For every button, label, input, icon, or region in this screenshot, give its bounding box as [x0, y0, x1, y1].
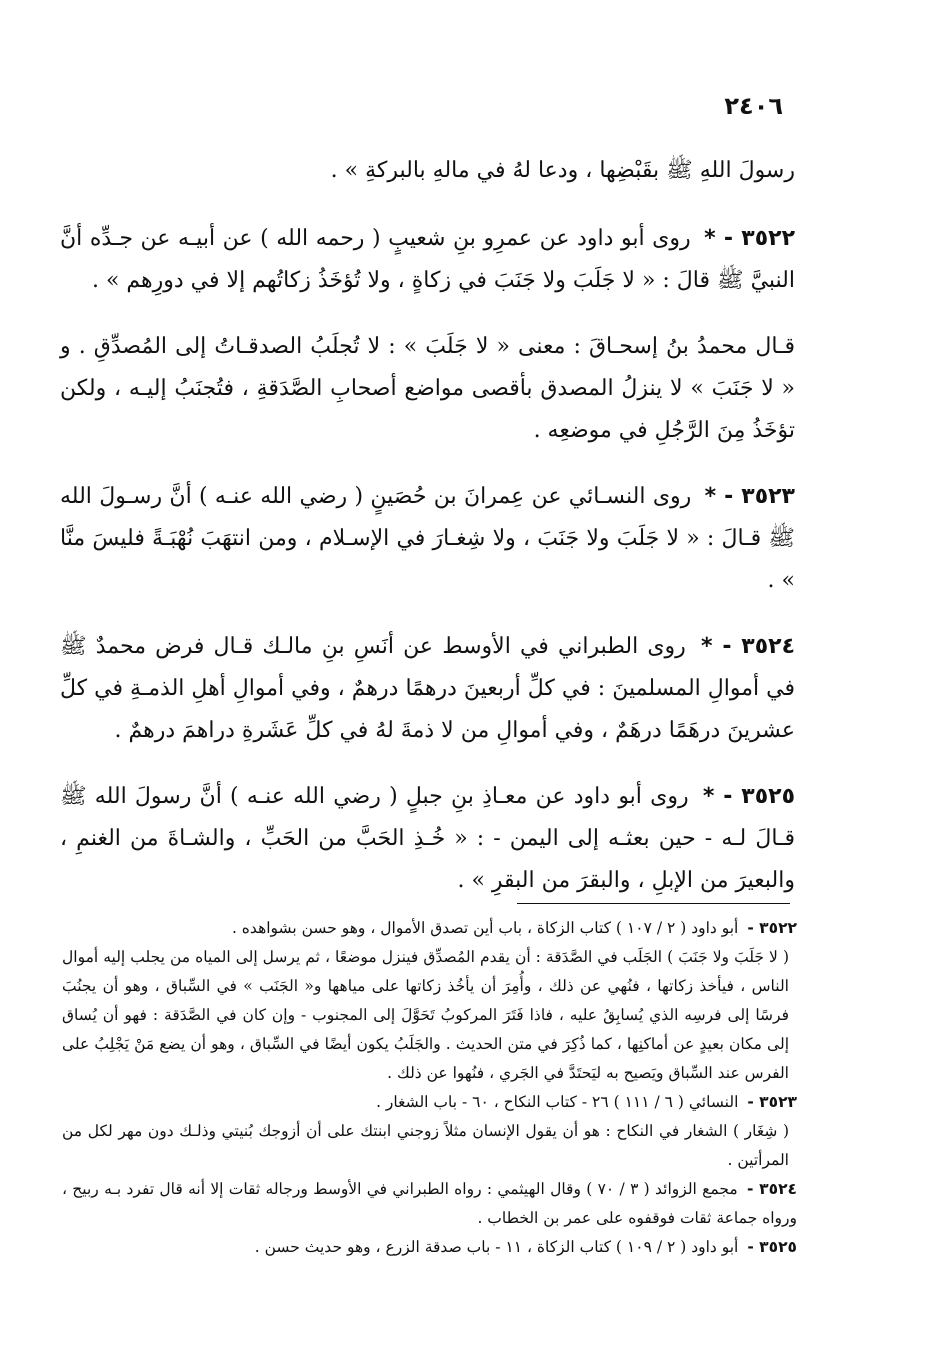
paragraph-text: روى الطبراني في الأوسط عن أنَسِ بنِ مالـك قـال فرض محمدٌ ﷺ في أموالِ المسلمينَ : في كلِّ أربعينَ درهمًا درهمٌ ، وفي أموالِ أهلِ الذمـةِ في كلِّ عشرينَ درهَمًا درهَمٌ ، وفي أموالِ من لا ذمةَ لهُ في كلِّ عَشَرةِ دراهمَ درهمٌ .: [60, 634, 795, 743]
paragraph-text: روى أبو داود عن معـاذِ بنِ جبلٍ ( رضي الله عنـه ) أنَّ رسولَ الله ﷺ قـالَ لـه - حين بعثـه إلى اليمن - : « خُـذِ الحَبَّ من الحَبِّ ، والشـاةَ من الغنمِ ، والبعيرَ من الإبلِ ، والبقرَ من البقرِ » .: [60, 784, 795, 893]
main-text: [60, 150, 795, 902]
commentary-paragraph: [60, 326, 795, 452]
footnote-number: ٣٥٢٢ -: [747, 919, 797, 937]
footnote-text: أبو داود ( ٢ / ١٠٧ ) كتاب الزكاة ، باب أين تصدق الأموال ، وهو حسن بشواهده .: [231, 919, 739, 937]
page-body: [60, 90, 795, 926]
hadith-number: ٣٥٢٤ - *: [700, 634, 795, 659]
paragraph-text: رسولَ اللهِ ﷺ بقَبْضِها ، ودعا لهُ في مالهِ بالبركةِ » .: [330, 158, 795, 183]
hadith-3522: [60, 218, 795, 302]
page-number: ٢٤٠٦: [724, 92, 783, 120]
footnote-text: مجمع الزوائد ( ٣ / ٧٠ ) وقال الهيثمي : رواه الطبراني في الأوسط ورجاله ثقات إلا أنه قال تفرد بـه ربيح ، ورواه جماعة ثقات فوقفوه على عمر بن الخطاب .: [62, 1180, 797, 1227]
hadith-3525: [60, 776, 795, 902]
paragraph-text: قـال محمدُ بنُ إسحـاقَ : معنى « لا جَلَبَ » : لا تُجلَبُ الصدقـاتُ إلى المُصدِّقِ . و « لا جَنَبَ » لا ينزلُ المصدق بأقصى مواضع أصحابِ الصَّدَقةِ ، فتُجنَبُ إليـه ، ولكن تؤخَذُ مِنَ الرَّجُلِ في موضعِه .: [60, 334, 795, 443]
paragraph-text: روى النسـائي عن عِمرانَ بن حُصَينٍ ( رضي الله عنـه ) أنَّ رسـولَ الله ﷺ قـالَ : « لا جَلَبَ ولا جَنَبَ ، ولا شِغـارَ في الإسـلام ، ومن انتهَبَ نُهْبَـةً فليسَ منَّا » .: [60, 484, 795, 593]
footnote-3524: [62, 1175, 797, 1233]
hadith-number: ٣٥٢٥ - *: [702, 784, 795, 809]
footnotes: [62, 914, 797, 1262]
paragraph-text: روى أبو داود عن عمرِو بنِ شعيبٍ ( رحمه الله ) عن أبيـه عن جـدِّه أنَّ النبيَّ ﷺ قالَ : « لا جَلَبَ ولا جَنَبَ في زكاةٍ ، ولا تُؤخَذُ زكاتُهم إلا في دورِهم » .: [60, 226, 795, 293]
footnote-number: ٣٥٢٤ -: [746, 1180, 797, 1198]
hadith-number: ٣٥٢٢ - *: [704, 226, 795, 251]
hadith-3524: [60, 626, 795, 752]
footnote-gloss: ( شِغَار ) الشغار في النكاح : هو أن يقول الإنسان مثلاً زوجني ابنتك على أن أزوجك بُنيتي وذلـك دون مهر لكل من المرأتين .: [62, 1122, 789, 1169]
footnote-3523: [62, 1088, 797, 1117]
hadith-number: ٣٥٢٣ - *: [704, 484, 795, 509]
footnote-number: ٣٥٢٣ -: [747, 1093, 797, 1111]
footnote-divider: [517, 903, 790, 904]
hadith-3523: [60, 476, 795, 602]
footnote-number: ٣٥٢٥ -: [747, 1238, 797, 1256]
footnote-3525: [62, 1233, 797, 1262]
footnote-text: النسائي ( ٦ / ١١١ ) ٢٦ - كتاب النكاح ، ٦٠ - باب الشغار .: [376, 1093, 739, 1111]
footnote-3522: [62, 914, 797, 943]
footnote-gloss: ( لا جَلَبَ ولا جَنَبَ ) الجَلَب في الصَّدَقة : أن يقدم المُصدِّق فينزل موضعًا ، ثم يرسل إلى المياه من يجلب إليه أموال الناس ، فيأخذ زكاتها ، فنُهي عن ذلك ، وأُمِرَ أن يأخُذ زكاتها على مياهها و« الجَنَب » في السِّباق ، وهو أن يجنُبَ فرسًا إلى فرسِه الذي يُسابِقُ عليه ، فاذا فَتَرَ المركوبُ تَحَوَّلَ إلى المجنوب - وإن كان في الصَّدَقة : فهو أن يُساق إلى مكان بعيدٍ عن أماكنِها ، كما ذُكِرَ في متن الحديث . والجَلَبُ يكون أيضًا في السِّباق ، وهو أن يضع مَنْ يَجْلِبُ على الفرس عند السِّباق ويَصيح به ليَحتَدَّ في الجَري ، فنُهوا عن ذلك .: [62, 948, 789, 1082]
paragraph-continuation: [60, 150, 795, 192]
footnote-text: أبو داود ( ٢ / ١٠٩ ) كتاب الزكاة ، ١١ - باب صدقة الزرع ، وهو حديث حسن .: [254, 1238, 739, 1256]
